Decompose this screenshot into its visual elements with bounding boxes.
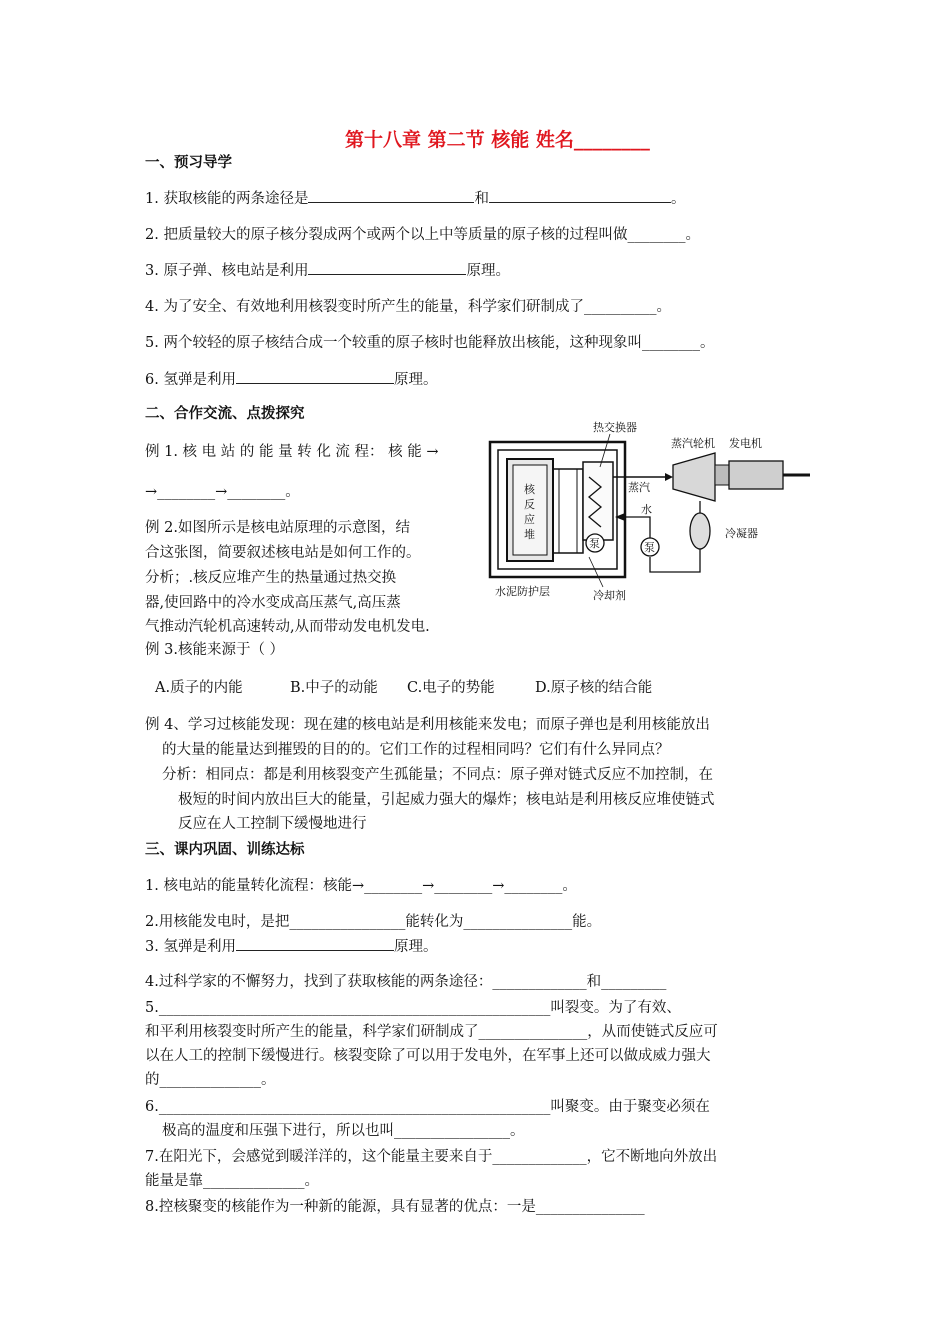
example-2-line-4: 器,使回路中的冷水变成高压蒸气,高压蒸 <box>145 595 401 611</box>
water-label: 水 <box>641 503 652 516</box>
section-1-heading: 一、预习导学 <box>145 154 232 171</box>
q1-text-a: 1. 获取核能的两条途径是 <box>145 191 309 207</box>
question-1-1 <box>145 188 685 209</box>
q6-text-a: 6. 氢弹是利用 <box>145 372 236 388</box>
leader-line <box>589 557 603 587</box>
question-3-5-line-1: 5.______________________________________________________叫裂变。为了有效、 <box>145 1000 681 1016</box>
primary-loop <box>553 469 583 553</box>
question-3-2: 2.用核能发电时，是把________________能转化为_______________能。 <box>145 914 602 930</box>
option-c[interactable]: C.电子的势能 <box>407 680 495 696</box>
turbine-label: 蒸汽轮机 <box>671 437 715 450</box>
example-4-line-3: 分析：相同点：都是利用核裂变产生孤能量；不同点：原子弹对链式反应不加控制，在 <box>162 767 713 783</box>
example-2-line-2: 合这张图，简要叙述核电站是如何工作的。 <box>145 545 421 561</box>
section-3-heading: 三、课内巩固、训练达标 <box>145 841 305 858</box>
question-3-5-line-2: 和平利用核裂变时所产生的能量，科学家们研制成了_______________，从而使链式反应可 <box>145 1024 718 1040</box>
steam-label: 蒸汽 <box>628 481 650 494</box>
shield-label: 水泥防护层 <box>495 585 550 598</box>
answer-blank[interactable] <box>236 936 394 951</box>
example-1-line-1: 例 1. 核 电 站 的 能 量 转 化 流 程： 核 能 → <box>145 444 439 460</box>
nuclear-plant-diagram <box>485 417 815 607</box>
heat-exchanger-label: 热交换器 <box>593 421 637 434</box>
condenser-label: 冷凝器 <box>725 527 758 540</box>
question-3-7-line-1: 7.在阳光下，会感觉到暖洋洋的，这个能量主要来自于_____________，它不断地向外放出 <box>145 1149 718 1165</box>
q3-text-b: 原理。 <box>466 263 510 279</box>
heat-exchanger-box <box>583 462 613 540</box>
question-3-4: 4.过科学家的不懈努力，找到了获取核能的两条途径：_____________和_________ <box>145 974 667 990</box>
question-1-4: 4. 为了安全、有效地利用核裂变时所产生的能量，科学家们研制成了__________。 <box>145 299 671 315</box>
turbine-shaft <box>715 465 729 485</box>
q1-text-b: 和 <box>474 191 489 207</box>
pump-label-2: 泵 <box>644 541 655 554</box>
turbine-icon <box>673 453 715 501</box>
question-3-6-line-1: 6.______________________________________________________叫聚变。由于聚变必须在 <box>145 1099 710 1115</box>
answer-blank[interactable] <box>236 369 394 384</box>
generator-label: 发电机 <box>729 437 762 450</box>
pump-label-1: 泵 <box>589 537 600 550</box>
reactor-label-2: 反 <box>524 498 535 511</box>
q3-text-a: 3. 原子弹、核电站是利用 <box>145 263 309 279</box>
question-3-8: 8.控核聚变的核能作为一种新的能源，具有显著的优点：一是_______________ <box>145 1199 645 1215</box>
section-2-heading: 二、合作交流、点拨探究 <box>145 405 305 422</box>
example-4-line-1: 例 4、学习过核能发现：现在建的核电站是利用核能来发电；而原子弹也是利用核能放出 <box>145 717 710 733</box>
question-3-7-line-2: 能量是靠______________。 <box>145 1173 319 1189</box>
question-3-6-line-2: 极高的温度和压强下进行，所以也叫________________。 <box>162 1123 525 1139</box>
page-title: 第十八章 第二节 核能 姓名________ <box>345 129 650 151</box>
option-b[interactable]: B.中子的动能 <box>290 680 378 696</box>
reactor-label-1: 核 <box>524 483 535 496</box>
question-1-3 <box>145 260 510 281</box>
answer-blank[interactable] <box>308 188 474 203</box>
example-4-line-5: 反应在人工控制下缓慢地进行 <box>178 816 367 832</box>
question-1-5: 5. 两个较轻的原子核结合成一个较重的原子核时也能释放出核能，这种现象叫________。 <box>145 335 715 351</box>
example-1-line-2: →________→________。 <box>145 484 300 500</box>
reactor-label-4: 堆 <box>524 528 535 541</box>
reactor-label-3: 应 <box>524 513 535 526</box>
answer-blank[interactable] <box>489 188 671 203</box>
example-3: 例 3.核能来源于（ ） <box>145 642 285 658</box>
question-3-1: 1. 核电站的能量转化流程：核能→________→________→________。 <box>145 878 577 894</box>
question-3-5-line-4: 的______________。 <box>145 1072 276 1088</box>
question-3-5-line-3: 以在人工的控制下缓慢进行。核裂变除了可以用于发电外，在军事上还可以做成威力强大 <box>145 1048 711 1064</box>
question-1-6 <box>145 369 437 390</box>
example-2-line-5: 气推动汽轮机高速转动,从而带动发电机发电. <box>145 619 430 635</box>
condenser-icon <box>690 513 710 549</box>
q3-3-text-b: 原理。 <box>393 939 438 955</box>
coolant-label: 冷却剂 <box>593 589 626 602</box>
option-a[interactable]: A.质子的内能 <box>155 680 243 696</box>
q1-text-c: 。 <box>670 191 686 207</box>
question-1-2: 2. 把质量较大的原子核分裂成两个或两个以上中等质量的原子核的过程叫做________。 <box>145 227 700 243</box>
answer-blank[interactable] <box>308 260 466 275</box>
example-4-line-2: 的大量的能量达到摧毁的目的的。它们工作的过程相同吗？它们有什么异同点？ <box>162 742 670 758</box>
example-2-line-3: 分析；.核反应堆产生的热量通过热交换 <box>145 570 397 586</box>
arrow-icon <box>665 473 673 481</box>
generator-icon <box>729 461 783 489</box>
water-pipe <box>625 517 650 538</box>
example-2-line-1: 例 2.如图所示是核电站原理的示意图，结 <box>145 520 410 536</box>
q6-text-b: 原理。 <box>393 372 438 388</box>
question-3-3 <box>145 936 437 957</box>
example-4-line-4: 极短的时间内放出巨大的能量，引起威力强大的爆炸；核电站是利用核反应堆使链式 <box>178 792 715 808</box>
option-d[interactable]: D.原子核的结合能 <box>535 680 653 696</box>
q3-3-text-a: 3. 氢弹是利用 <box>145 939 236 955</box>
